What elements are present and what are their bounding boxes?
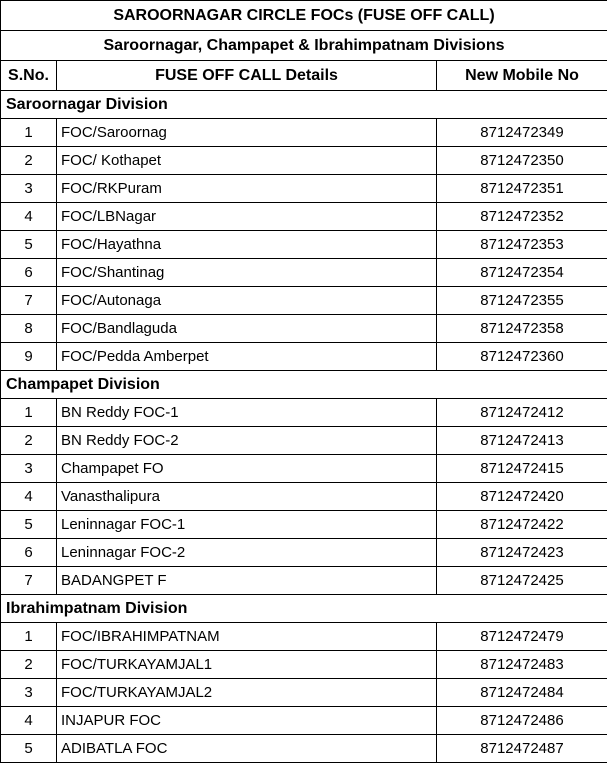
sno-cell: 7 [1,567,57,595]
details-cell: INJAPUR FOC [57,707,437,735]
page-subtitle: Saroornagar, Champapet & Ibrahimpatnam Divisions [1,31,607,61]
details-cell: BADANGPET F [57,567,437,595]
mobile-number-cell: 8712472351 [437,175,607,203]
sno-cell: 2 [1,147,57,175]
sno-cell: 5 [1,231,57,259]
table-row [1,679,607,707]
sno-cell: 3 [1,679,57,707]
table-row [1,511,607,539]
details-cell: FOC/Shantinag [57,259,437,287]
table-row [1,399,607,427]
column-header-sno: S.No. [1,61,57,91]
details-cell: FOC/Pedda Amberpet [57,343,437,371]
table-row [1,147,607,175]
details-cell: FOC/ Kothapet [57,147,437,175]
sno-cell: 1 [1,623,57,651]
mobile-number-cell: 8712472358 [437,315,607,343]
details-cell: Vanasthalipura [57,483,437,511]
mobile-number-cell: 8712472420 [437,483,607,511]
mobile-number-cell: 8712472486 [437,707,607,735]
table-row [1,315,607,343]
mobile-number-cell: 8712472355 [437,287,607,315]
table-row [1,707,607,735]
table-row [1,539,607,567]
table-row [1,623,607,651]
sno-cell: 2 [1,427,57,455]
table-row [1,119,607,147]
details-cell: FOC/Autonaga [57,287,437,315]
column-header-details: FUSE OFF CALL Details [57,61,437,91]
table-row [1,483,607,511]
mobile-number-cell: 8712472349 [437,119,607,147]
sno-cell: 5 [1,735,57,763]
details-cell: FOC/Bandlaguda [57,315,437,343]
subtitle-row [1,31,607,61]
table-row [1,567,607,595]
sno-cell: 6 [1,259,57,287]
table-row [1,259,607,287]
mobile-number-cell: 8712472425 [437,567,607,595]
mobile-number-cell: 8712472413 [437,427,607,455]
details-cell: FOC/RKPuram [57,175,437,203]
details-cell: FOC/LBNagar [57,203,437,231]
details-cell: FOC/TURKAYAMJAL1 [57,651,437,679]
sno-cell: 4 [1,203,57,231]
division-name: Ibrahimpatnam Division [1,595,607,623]
table-row [1,231,607,259]
sno-cell: 2 [1,651,57,679]
division-header-row [1,371,607,399]
column-header-mobile: New Mobile No [437,61,607,91]
table-body [1,91,607,763]
details-cell: BN Reddy FOC-2 [57,427,437,455]
details-cell: FOC/Hayathna [57,231,437,259]
mobile-number-cell: 8712472484 [437,679,607,707]
sno-cell: 7 [1,287,57,315]
details-cell: Champapet FO [57,455,437,483]
mobile-number-cell: 8712472487 [437,735,607,763]
table-head [1,1,607,91]
sno-cell: 9 [1,343,57,371]
division-name: Champapet Division [1,371,607,399]
mobile-number-cell: 8712472483 [437,651,607,679]
sno-cell: 4 [1,707,57,735]
division-header-row [1,91,607,119]
sno-cell: 6 [1,539,57,567]
details-cell: Leninnagar FOC-1 [57,511,437,539]
mobile-number-cell: 8712472354 [437,259,607,287]
sno-cell: 3 [1,455,57,483]
details-cell: FOC/TURKAYAMJAL2 [57,679,437,707]
mobile-number-cell: 8712472479 [437,623,607,651]
table-row [1,203,607,231]
table-row [1,651,607,679]
sno-cell: 4 [1,483,57,511]
mobile-number-cell: 8712472350 [437,147,607,175]
mobile-number-cell: 8712472412 [437,399,607,427]
table-row [1,735,607,763]
title-row [1,1,607,31]
mobile-number-cell: 8712472415 [437,455,607,483]
details-cell: BN Reddy FOC-1 [57,399,437,427]
page-title: SAROORNAGAR CIRCLE FOCs (FUSE OFF CALL) [1,1,607,31]
mobile-number-cell: 8712472353 [437,231,607,259]
table-row [1,343,607,371]
details-cell: FOC/IBRAHIMPATNAM [57,623,437,651]
table-row [1,175,607,203]
sno-cell: 5 [1,511,57,539]
mobile-number-cell: 8712472423 [437,539,607,567]
details-cell: FOC/Saroornag [57,119,437,147]
details-cell: ADIBATLA FOC [57,735,437,763]
details-cell: Leninnagar FOC-2 [57,539,437,567]
table-row [1,455,607,483]
mobile-number-cell: 8712472352 [437,203,607,231]
mobile-number-cell: 8712472422 [437,511,607,539]
table-row [1,427,607,455]
division-header-row [1,595,607,623]
sno-cell: 3 [1,175,57,203]
table-row [1,287,607,315]
mobile-number-cell: 8712472360 [437,343,607,371]
sno-cell: 1 [1,119,57,147]
division-name: Saroornagar Division [1,91,607,119]
sno-cell: 8 [1,315,57,343]
column-header-row [1,61,607,91]
sno-cell: 1 [1,399,57,427]
